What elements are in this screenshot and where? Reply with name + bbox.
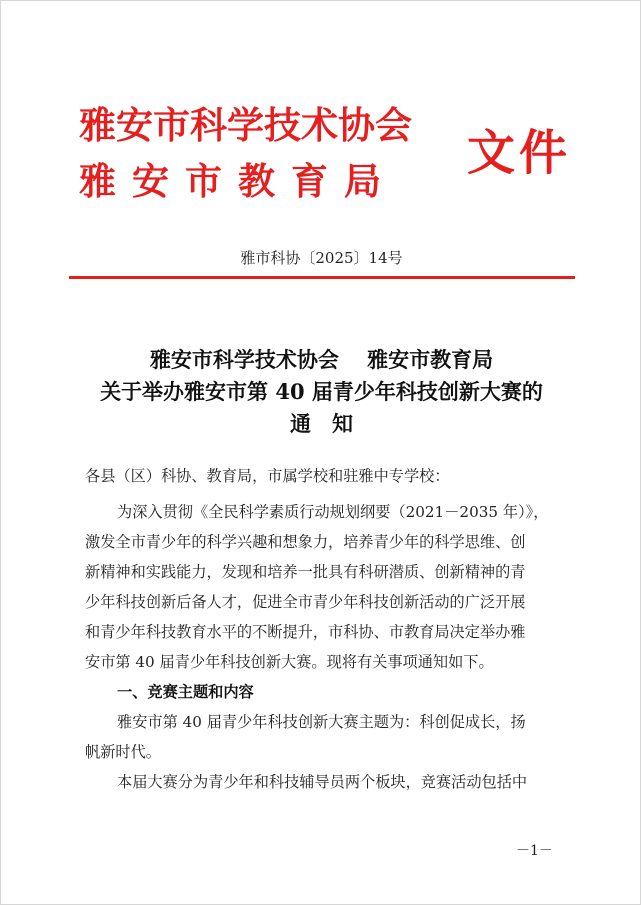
- issuer-name-line-1: 雅安市科学技术协会: [79, 103, 412, 147]
- notice-title-line-1: 雅安市科学技术协会 雅安市教育局: [149, 347, 494, 372]
- document-type-label: 文件: [467, 125, 572, 181]
- theme-line: 雅安市第 40 届青少年科技创新大赛主题为：科创促成长，扬: [117, 713, 526, 731]
- notice-title-line-3: 通 知: [290, 411, 353, 436]
- intro-line: 和青少年科技教育水平的不断提升，市科协、市教育局决定举办雅: [85, 623, 526, 641]
- salutation: 各县（区）科协、教育局，市属学校和驻雅中专学校：: [85, 467, 450, 485]
- blocks-line: 本届大赛分为青少年和科技辅导员两个板块，竞赛活动包括中: [117, 773, 528, 791]
- intro-line: 激发全市青少年的科学兴趣和想象力，培养青少年的科学思维、创: [85, 533, 526, 551]
- intro-line: 少年科技创新后备人才，促进全市青少年科技创新活动的广泛开展: [85, 593, 526, 611]
- section-heading-theme: 一、竞赛主题和内容: [117, 683, 254, 701]
- page-number: －1－: [516, 843, 553, 859]
- intro-line: 新精神和实践能力，发现和培养一批具有科研潜质、创新精神的青: [85, 563, 526, 581]
- red-divider-line: [69, 276, 575, 279]
- document-number: 雅市科协〔2025〕14号: [240, 249, 403, 267]
- intro-line: 安市第 40 届青少年科技创新大赛。现将有关事项通知如下。: [85, 653, 494, 671]
- intro-line: 为深入贯彻《全民科学素质行动规划纲要（2021－2035 年）》，: [117, 503, 549, 521]
- theme-line: 帆新时代。: [85, 743, 161, 761]
- issuer-name-line-2: 雅安市教育局: [79, 159, 397, 203]
- notice-title-line-2: 关于举办雅安市第 40 届青少年科技创新大赛的: [100, 379, 543, 404]
